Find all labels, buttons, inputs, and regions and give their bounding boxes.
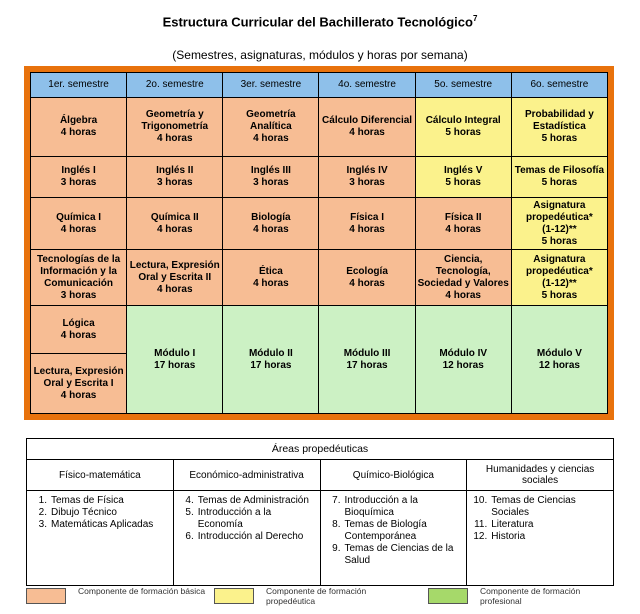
semester-header: 5o. semestre (415, 73, 511, 98)
semester-header: 1er. semestre (31, 73, 127, 98)
legend-label: Componente de formación propedéutica (266, 586, 367, 606)
subject-cell: Álgebra 4 horas (31, 98, 127, 157)
subject-cell: Geometría Analítica 4 horas (223, 98, 319, 157)
area-list (173, 491, 320, 586)
subject-cell: Ciencia, Tecnología, Sociedad y Valores 4 horas (415, 250, 511, 306)
legend-swatch-professional (428, 588, 468, 604)
subject-cell: Lógica 4 horas (31, 306, 127, 354)
subject-cell: Temas de Filosofía 5 horas (511, 157, 607, 198)
module-cell: Módulo I 17 horas (127, 306, 223, 414)
subject-cell: Probabilidad y Estadística 5 horas (511, 98, 607, 157)
module-cell: Módulo III 17 horas (319, 306, 415, 414)
module-cell: Módulo II 17 horas (223, 306, 319, 414)
list-item: 9. Temas de Ciencias de la Salud (332, 543, 454, 566)
subject-cell: Inglés V 5 horas (415, 157, 511, 198)
areas-header: Áreas propedéuticas (27, 439, 614, 460)
subject-cell: Geometría y Trigonometría 4 horas (127, 98, 223, 157)
subject-cell: Inglés III 3 horas (223, 157, 319, 198)
subject-cell: Inglés I 3 horas (31, 157, 127, 198)
subject-cell: Cálculo Integral 5 horas (415, 98, 511, 157)
legend-swatch-basic (26, 588, 66, 604)
table-row (31, 198, 608, 250)
list-item: 5. Introducción a la Economía (185, 507, 272, 530)
semester-header: 3er. semestre (223, 73, 319, 98)
legend-swatch-propedeutic (214, 588, 254, 604)
footnote-mark: 7 (472, 14, 478, 23)
subject-cell: Química I 4 horas (31, 198, 127, 250)
subject-cell: Asignatura propedéutica* (1-12)** 5 horas (511, 250, 607, 306)
subject-cell: Biología 4 horas (223, 198, 319, 250)
list-item: 3. Matemáticas Aplicadas (38, 519, 154, 530)
semester-header: 4o. semestre (319, 73, 415, 98)
subject-cell: Cálculo Diferencial 4 horas (319, 98, 415, 157)
subject-cell: Inglés II 3 horas (127, 157, 223, 198)
subject-cell: Física II 4 horas (415, 198, 511, 250)
list-item: 10. Temas de Ciencias Sociales (473, 495, 576, 518)
subject-cell: Inglés IV 3 horas (319, 157, 415, 198)
subject-cell: Tecnologías de la Información y la Comunicación 3 horas (31, 250, 127, 306)
area-list (467, 491, 614, 586)
document-title: Estructura Curricular del Bachillerato Tecnológico$^7$ (162, 14, 478, 30)
document-subtitle: (Semestres, asignaturas, módulos y horas por semana) (172, 48, 468, 62)
module-cell: Módulo V 12 horas (511, 306, 607, 414)
curricular-structure-frame (24, 66, 614, 420)
list-item: 12. Historia (473, 531, 526, 542)
list-item: 11. Literatura (474, 519, 534, 530)
subject-cell: Asignatura propedéutica* (1-12)** 5 horas (511, 198, 607, 250)
table-row (31, 306, 608, 354)
semester-header-row (31, 73, 608, 98)
legend (0, 585, 640, 614)
subject-cell: Ética 4 horas (223, 250, 319, 306)
module-cell: Módulo IV 12 horas (415, 306, 511, 414)
semester-header: 2o. semestre (127, 73, 223, 98)
subject-cell: Lectura, Expresión Oral y Escrita I 4 horas (31, 354, 127, 414)
table-row (31, 98, 608, 157)
table-row (31, 250, 608, 306)
list-item: 4. Temas de Administración (185, 495, 309, 506)
legend-label: Componente de formación básica (78, 586, 206, 596)
legend-label: Componente de formación profesional (480, 586, 581, 606)
list-item: 1. Temas de Física (38, 495, 124, 506)
area-name: Humanidades y ciencias sociales (467, 460, 614, 491)
area-name: Económico-administrativa (173, 460, 320, 491)
subject-cell: Química II 4 horas (127, 198, 223, 250)
table-row (31, 157, 608, 198)
subject-cell: Lectura, Expresión Oral y Escrita II 4 horas (127, 250, 223, 306)
list-item: 8. Temas de Biología Contemporánea (332, 519, 427, 542)
area-list (27, 491, 174, 586)
semester-header: 6o. semestre (511, 73, 607, 98)
subject-cell: Ecología 4 horas (319, 250, 415, 306)
propedeutic-areas-table (26, 438, 614, 586)
list-item: 6. Introducción al Derecho (185, 531, 304, 542)
area-name: Físico-matemática (27, 460, 174, 491)
curricular-table (30, 72, 608, 414)
area-list (320, 491, 467, 586)
list-item: 2. Dibujo Técnico (38, 507, 117, 518)
list-item: 7. Introducción a la Bioquímica (332, 495, 418, 518)
area-name: Químico-Biológica (320, 460, 467, 491)
subject-cell: Física I 4 horas (319, 198, 415, 250)
